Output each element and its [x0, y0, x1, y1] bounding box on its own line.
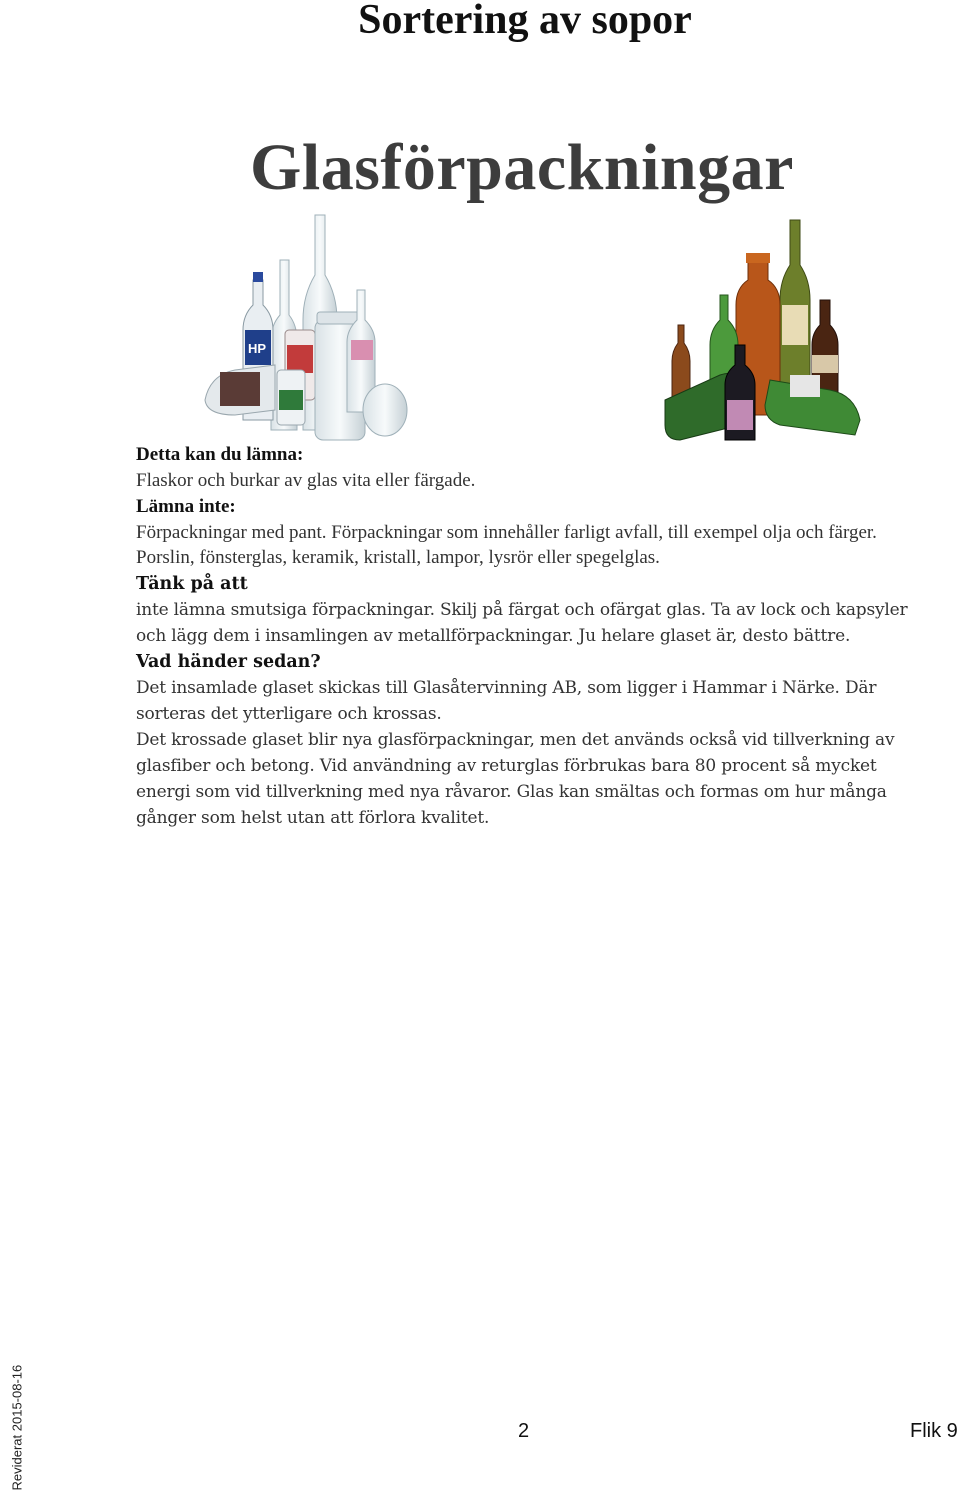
tips-heading: Tänk på att: [136, 573, 248, 594]
reject-heading: Lämna inte:: [136, 495, 236, 517]
after-text-2: Det krossade glaset blir nya glasförpackningar, men det används också vid tillverkning av glasfiber och betong. Vid användning av returglas förbrukas bara 80 procent så mycket energi som vid tillverkning med nya råvaror. Glas kan smältas och formas om hur många gånger som helst utan att förlora kvalitet.: [136, 729, 895, 828]
clear-glass-bottles-image: [195, 210, 415, 445]
tab-label: Flik 9: [910, 1420, 958, 1442]
svg-text:HP: HP: [248, 341, 267, 356]
revised-date: Reviderat 2015-08-16: [9, 1364, 25, 1491]
accept-heading: Detta kan du lämna:: [136, 444, 304, 465]
colored-glass-bottles-image: [660, 215, 865, 445]
after-text-1: Det insamlade glaset skickas till Glasåtervinning AB, som ligger i Hammar i Närke. Där sorteras det ytterligare och krossas.: [136, 677, 877, 724]
tips-text: inte lämna smutsiga förpackningar. Skilj på färgat och ofärgat glas. Ta av lock och kapsyler och lägg dem i insamlingen av metallförpackningar. Ju helare glaset är, desto bättre.: [136, 599, 908, 646]
page-number: 2: [518, 1420, 530, 1442]
after-heading: Vad händer sedan?: [136, 651, 321, 672]
reject-text: Förpackningar med pant. Förpackningar som innehåller farligt avfall, till exempel olja och färger. Porslin, fönsterglas, keramik, kristall, lampor, lysrör eller spegelglas.: [136, 521, 877, 569]
section-title: Glasförpackningar: [250, 131, 794, 204]
content: [136, 442, 916, 831]
accept-text: Flaskor och burkar av glas vita eller färgade.: [136, 470, 476, 491]
page-title: Sortering av sopor: [358, 0, 692, 43]
